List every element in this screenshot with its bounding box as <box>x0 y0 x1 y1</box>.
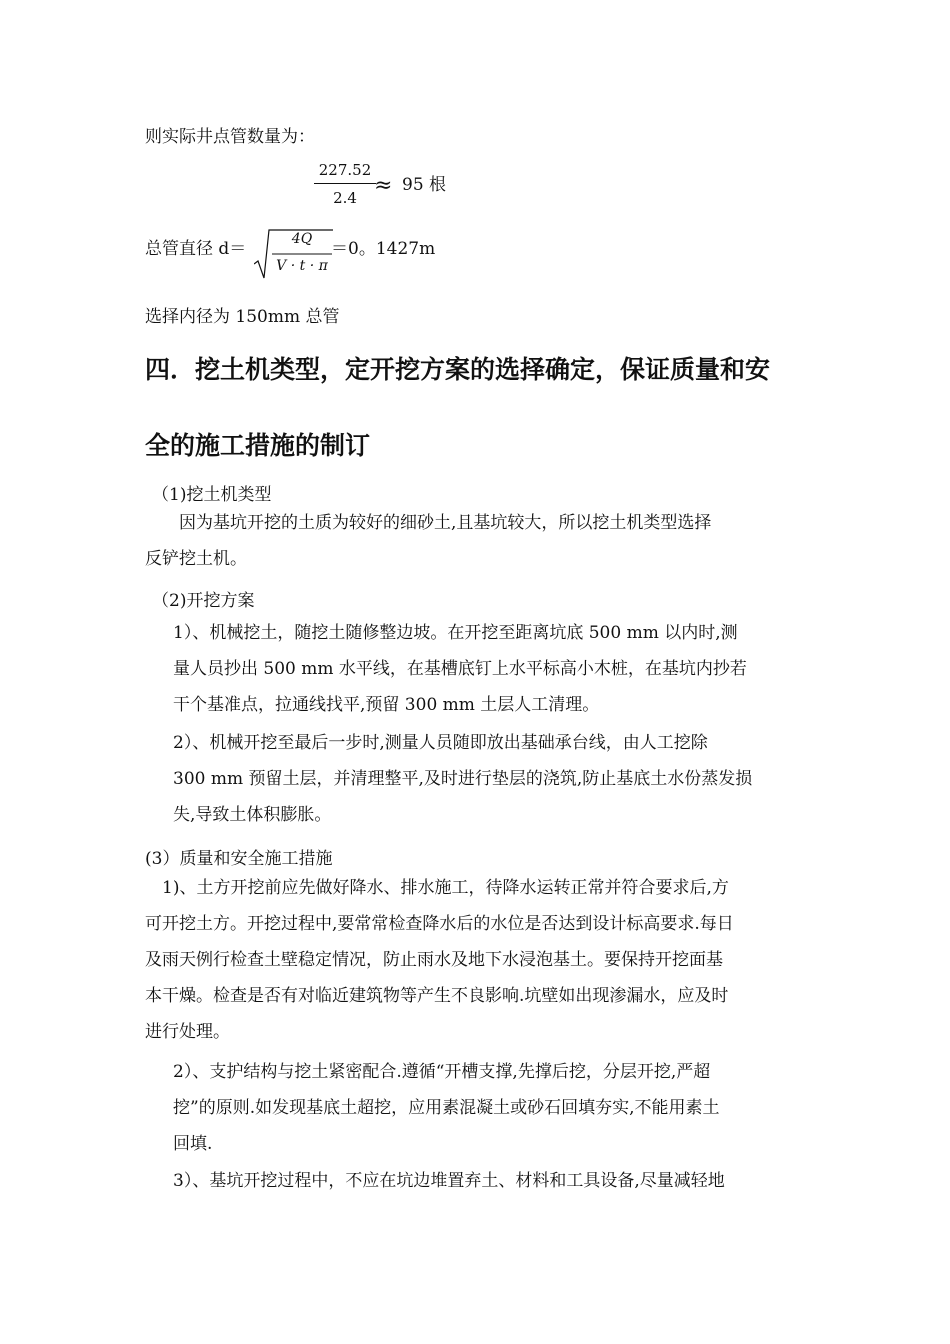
section-heading-line2: 全的施工措施的制订 <box>145 431 371 460</box>
fraction-denominator: 2.4 <box>333 189 357 207</box>
fraction-numerator: 227.52 <box>318 161 372 179</box>
paragraph-line: 失,导致土体积膨胀。 <box>173 805 332 825</box>
paragraph-excavator-type <box>145 505 810 577</box>
subsection-title-2: （2)开挖方案 <box>152 591 255 611</box>
paragraph-line: 进行处理。 <box>145 1022 230 1042</box>
approx-value: 95 根 <box>402 175 447 195</box>
paragraph-line: 及雨天例行检查土壁稳定情况，防止雨水及地下水浸泡基土。要保持开挖面基 <box>145 950 723 970</box>
paragraph-line: 反铲挖土机。 <box>145 549 247 569</box>
fraction <box>314 160 376 208</box>
paragraph-line: 1)、土方开挖前应先做好降水、排水施工，待降水运转正常并符合要求后,方 <box>145 878 729 898</box>
sqrt-formula <box>254 228 334 280</box>
paragraph-line: 1）、机械挖土，随挖土随修整边坡。在开挖至距离坑底 500 mm 以内时,测 <box>173 623 738 643</box>
paragraph-line: 干个基准点，拉通线找平,预留 300 mm 土层人工清理。 <box>173 695 600 715</box>
paragraph-line: 300 mm 预留土层，并清理整平,及时进行垫层的浇筑,防止基底土水份蒸发损 <box>173 769 753 789</box>
diameter-label: 总管直径 d＝ <box>145 239 247 259</box>
intro-line: 则实际井点管数量为： <box>145 127 315 147</box>
sqrt-numerator: 4Q <box>291 231 313 247</box>
sqrt-denominator: V · t · π <box>276 258 328 274</box>
diameter-result: ＝0。1427m <box>331 239 436 259</box>
paragraph-item-3-2 <box>173 1054 813 1162</box>
paragraph-line: 量人员抄出 500 mm 水平线，在基槽底钉上水平标高小木桩，在基坑内抄若 <box>173 659 747 679</box>
paragraph-item-3-1 <box>145 870 810 1050</box>
paragraph-line: 回填. <box>173 1134 213 1154</box>
paragraph-line: 因为基坑开挖的土质为较好的细砂土,且基坑较大，所以挖土机类型选择 <box>145 513 712 533</box>
paragraph-item-2-2 <box>173 725 813 833</box>
paragraph-item-2-1 <box>173 615 813 723</box>
section-heading-line1: 四．挖土机类型，定开挖方案的选择确定，保证质量和安 <box>145 355 771 384</box>
fraction-bar <box>314 183 376 184</box>
paragraph-line: 可开挖土方。开挖过程中,要常常检查降水后的水位是否达到设计标高要求.每日 <box>145 914 734 934</box>
approx-sign: ≈ <box>374 173 393 198</box>
subsection-title-3: (3）质量和安全施工措施 <box>145 849 333 869</box>
paragraph-line: 2）、机械开挖至最后一步时,测量人员随即放出基础承台线，由人工挖除 <box>173 733 708 753</box>
paragraph-line: 挖”的原则.如发现基底土超挖，应用素混凝土或砂石回填夯实,不能用素土 <box>173 1098 720 1118</box>
paragraph-line: 本干燥。检查是否有对临近建筑物等产生不良影响.坑壁如出现渗漏水，应及时 <box>145 986 729 1006</box>
paragraph-line: 2）、支护结构与挖土紧密配合.遵循“开槽支撑,先撑后挖，分层开挖,严超 <box>173 1062 711 1082</box>
paragraph-line: 3）、基坑开挖过程中，不应在坑边堆置弃土、材料和工具设备,尽量减轻地 <box>173 1171 725 1191</box>
subsection-title-1: （1)挖土机类型 <box>152 485 272 505</box>
paragraph-item-3-3 <box>173 1163 813 1199</box>
select-pipe-line: 选择内径为 150mm 总管 <box>145 307 340 327</box>
